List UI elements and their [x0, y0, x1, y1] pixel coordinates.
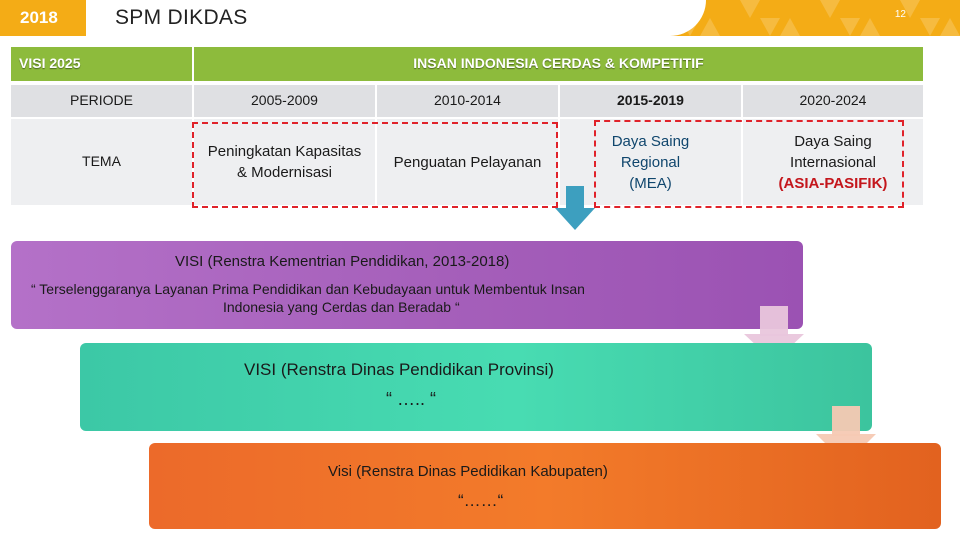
- kabupaten-visi-title: Visi (Renstra Dinas Pedidikan Kabupaten): [328, 463, 608, 480]
- page-title: SPM DIKDAS: [115, 6, 248, 29]
- kementrian-visi-title: VISI (Renstra Kementrian Pendidikan, 2013-2018): [175, 253, 510, 270]
- theme-line: Regional: [620, 153, 681, 171]
- kabupaten-visi-value: “……“: [458, 491, 504, 510]
- provinsi-visi-value: “ ….. “: [386, 389, 436, 409]
- kabupaten-visi-band: [149, 443, 941, 529]
- kementrian-visi-band: [11, 241, 803, 329]
- visi-label: VISI 2025: [19, 55, 81, 72]
- kementrian-visi-line2: Indonesia yang Cerdas dan Beradab “: [223, 299, 460, 315]
- theme-line: Daya Saing: [611, 132, 690, 150]
- visi-value: INSAN INDONESIA CERDAS & KOMPETITIF: [413, 55, 704, 72]
- theme-line: Penguatan Pelayanan: [393, 153, 542, 171]
- periode-label: PERIODE: [69, 92, 133, 109]
- period-label: 2020-2024: [799, 92, 867, 109]
- highlight-right-box: [594, 120, 904, 208]
- down-arrow-icon: [555, 186, 595, 232]
- period-2005-2009: [194, 85, 375, 117]
- period-2015-2019: [560, 85, 741, 117]
- theme-line: Internasional: [790, 153, 876, 171]
- theme-line: (MEA): [629, 174, 672, 192]
- year-label: 2018: [20, 8, 58, 27]
- theme-line: (ASIA-PASIFIK): [778, 174, 888, 192]
- provinsi-visi-band: [80, 343, 872, 431]
- highlight-left-box: [192, 122, 558, 208]
- visi-label-cell: [11, 47, 192, 81]
- period-label: 2005-2009: [251, 92, 318, 109]
- year-badge: [0, 0, 84, 36]
- page-number: 12: [894, 9, 906, 20]
- tema-label-cell: [11, 119, 192, 205]
- theme-line: & Modernisasi: [236, 164, 333, 181]
- period-2020-2024: [743, 85, 923, 117]
- theme-line: Daya Saing: [794, 132, 872, 150]
- provinsi-visi-title: VISI (Renstra Dinas Pendidikan Provinsi): [244, 360, 554, 379]
- periode-label-cell: [11, 85, 192, 117]
- period-label: 2015-2019: [617, 92, 684, 109]
- visi-value-cell: [194, 47, 923, 81]
- decorative-pattern: [640, 0, 960, 36]
- period-2010-2014: [377, 85, 558, 117]
- kementrian-visi-line1: “ Terselenggaranya Layanan Prima Pendidikan dan Kebudayaan untuk Membentuk Insan: [31, 281, 585, 297]
- tema-label: TEMA: [82, 153, 121, 170]
- theme-line: Peningkatan Kapasitas: [207, 143, 362, 160]
- period-label: 2010-2014: [434, 92, 501, 109]
